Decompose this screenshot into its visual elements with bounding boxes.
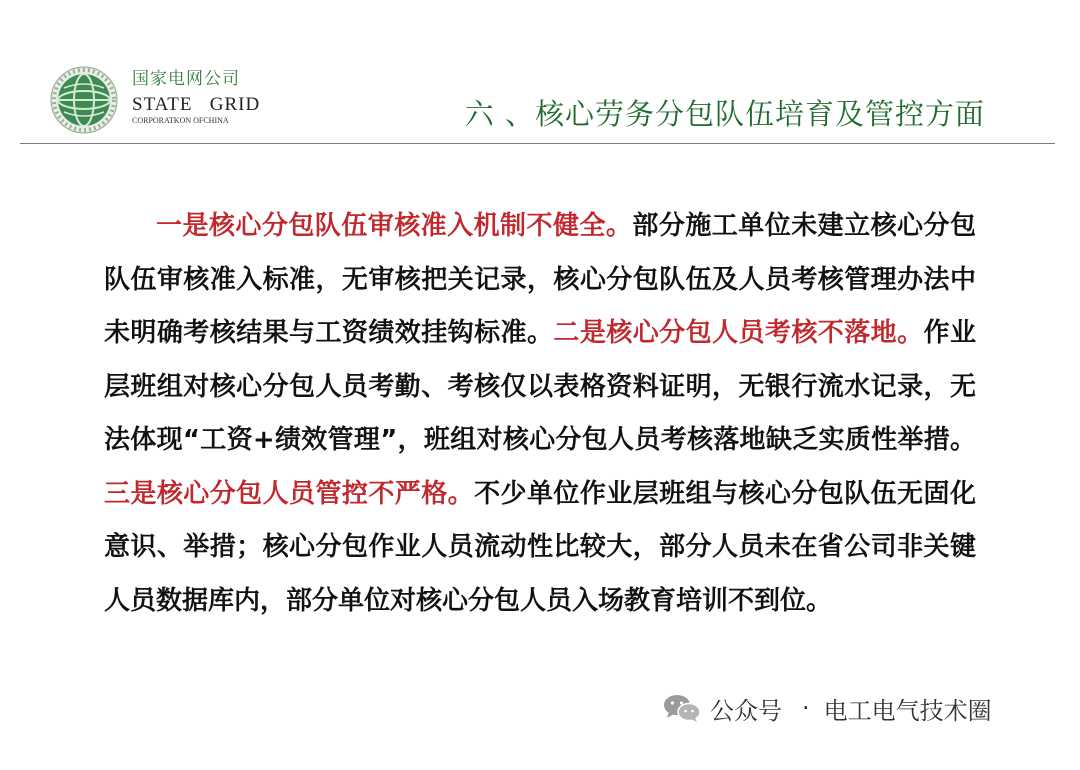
state-grid-globe-emblem (50, 66, 118, 134)
header-divider (20, 143, 1055, 144)
point-1-heading: 一是核心分包队伍审核准入机制不健全。 (156, 211, 633, 241)
body-paragraph (104, 200, 976, 628)
logo-chinese-name: 国家电网公司 (132, 69, 240, 89)
watermark-label: 公众号 (710, 696, 782, 725)
watermark-account-name: 电工电气技术圈 (823, 696, 992, 725)
logo-english-name: STATE GRID (132, 94, 261, 115)
point-3-text: 不少单位作业层班组与核心分包队伍无固化意识、举措；核心分包作业人员流动性比较大，部分人员未在省公司非关键人员数据库内，部分单位对核心分包人员入场教育培训不到位。 (104, 478, 976, 616)
logo-english-subtitle: CORPORATKON OFCHINA (132, 116, 229, 125)
point-2-heading: 二是核心分包人员考核不落地。 (553, 318, 924, 348)
watermark (662, 690, 992, 726)
slide-title: 六 、核心劳务分包队伍培育及管控方面 (464, 97, 985, 131)
wechat-icon (662, 693, 702, 723)
state-grid-logo (50, 62, 270, 134)
watermark-separator: · (802, 694, 810, 722)
point-3-heading: 三是核心分包人员管控不严格。 (104, 478, 475, 509)
point-1-text: 部分施工单位未建立核心分包队伍审核准入标准，无审核把关记录，核心分包队伍及人员考核管理办法中未明确考核结果与工资绩效挂钩标准。 (104, 211, 976, 348)
point-2-text: 作业层班组对核心分包人员考勤、考核仅以表格资料证明，无银行流水记录，无法体现“工资+绩效管理”，班组对核心分包人员考核落地缺乏实质性举措。 (104, 318, 976, 455)
